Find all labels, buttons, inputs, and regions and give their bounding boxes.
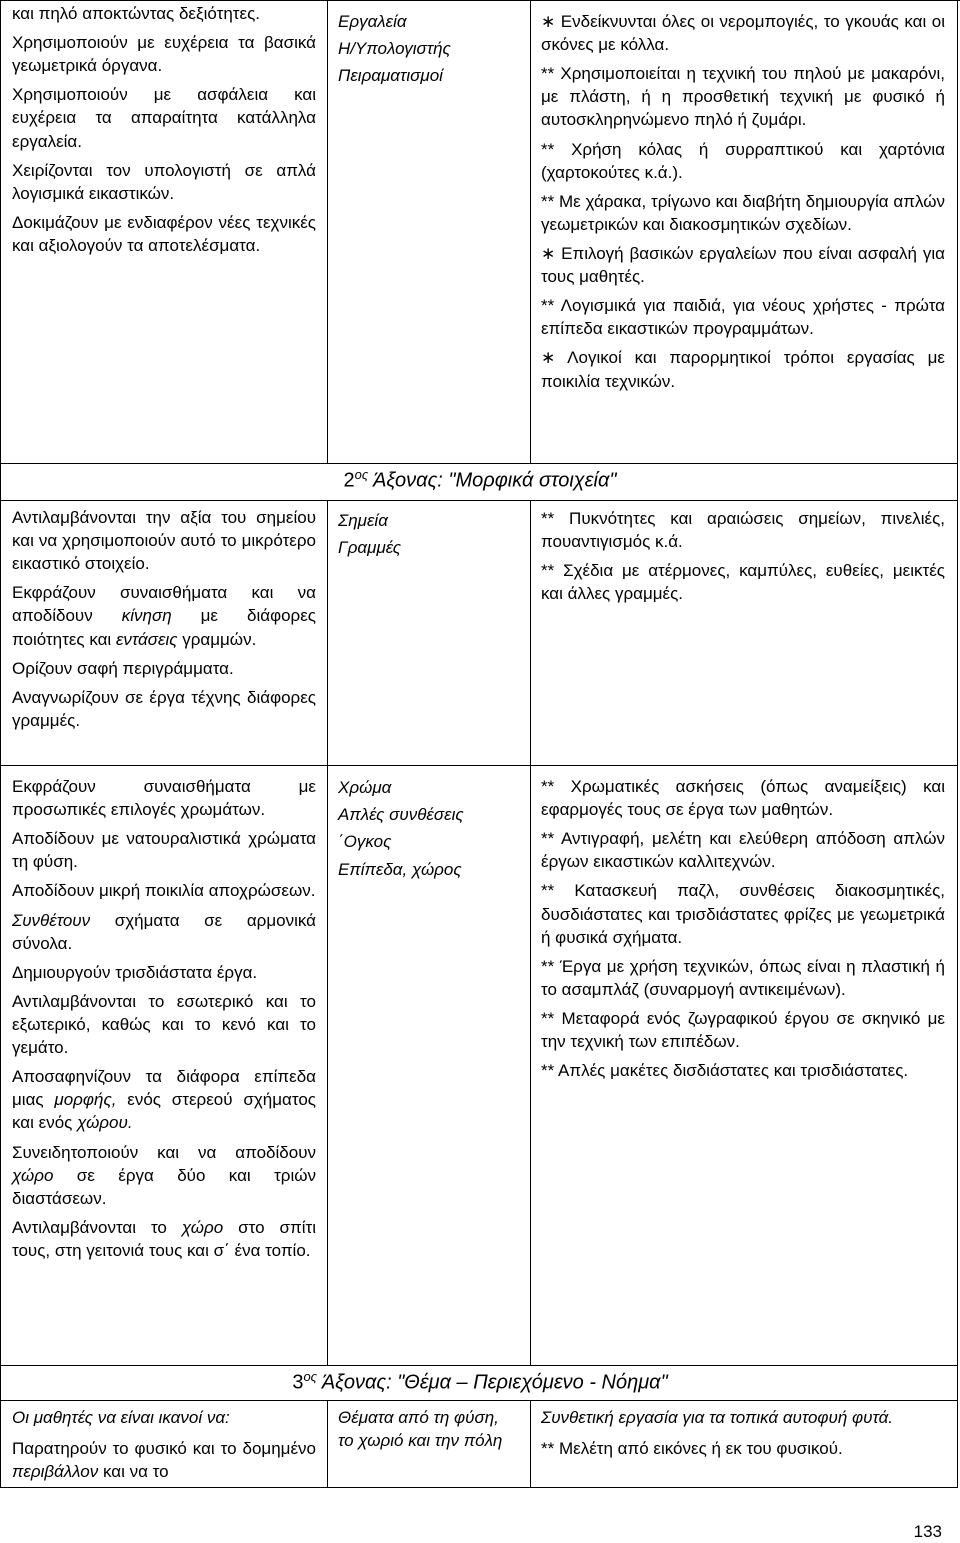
page-number: 133 — [913, 1522, 942, 1541]
activity-item: ** Μελέτη από εικόνες ή εκ του φυσικού. — [541, 1439, 843, 1459]
section1-activities — [541, 10, 945, 399]
objective-item: Αποδίδουν με νατουραλιστικά χρώματα τη φύση. — [12, 829, 316, 872]
activity-item: ** Κατασκευή παζλ, συνθέσεις διακοσμητικές, δυσδιάστατες και τρισδιάστατες φρίζες με γεωμετρικά ή φυσικά σχήματα. — [541, 881, 945, 947]
section4-topics — [338, 1406, 518, 1452]
section2-objectives — [12, 506, 316, 738]
col-divider-1 — [327, 500, 328, 1365]
section3-activities — [541, 775, 945, 1088]
objective-item: Αντιλαμβάνονται την αξία του σημείου και να χρησιμοποιούν αυτό το μικρότερο εικαστικό στοιχείο. — [12, 508, 316, 574]
objective-item: Αντιλαμβάνονται το εσωτερικό και το εξωτερικό, καθώς και το κενό και το γεμάτο. — [12, 991, 316, 1058]
activity-item: ** Αντιγραφή, μελέτη και ελεύθερη απόδοση απλών έργων εικαστικών καλλιτεχνών. — [541, 829, 945, 872]
activities-heading: Συνθετική εργασία για τα τοπικά αυτοφυή φυτά. — [541, 1408, 894, 1427]
axis2-row-top — [0, 463, 958, 464]
objective-item: Αποδίδουν μικρή ποικιλία αποχρώσεων. — [12, 881, 316, 901]
objective-item: Χρησιμοποιούν με ευχέρεια τα βασικά γεωμετρικά όργανα. — [12, 33, 316, 76]
axis2-row-bottom — [0, 500, 958, 501]
col-divider-2 — [530, 0, 531, 463]
section4-objectives — [12, 1406, 316, 1489]
activity-item: ** Χρωματικές ασκήσεις (όπως αναμείξεις) και εφαρμογές τους σε έργα των μαθητών. — [541, 777, 945, 820]
activity-item: ** Απλές μακέτες δισδιάστατες και τρισδιάστατες. — [541, 1061, 909, 1081]
section2-topics — [338, 507, 523, 561]
topic-item: Απλές συνθέσεις — [338, 805, 464, 825]
axis3-heading: $3^{o\varsigma}$ Άξονας: "Θέμα – Περιεχόμενο - Νόημα" — [292, 1369, 668, 1394]
section1-objectives — [12, 2, 316, 263]
section3-topics — [338, 774, 523, 883]
topic-item: ΄Ογκος — [338, 832, 392, 852]
col-divider-1 — [327, 0, 328, 463]
topic-item: Η/Υπολογιστής — [338, 39, 451, 59]
topic-item: Γραμμές — [338, 538, 402, 558]
section2-activities — [541, 507, 945, 611]
objective-item: Αναγνωρίζουν σε έργα τέχνης διάφορες γραμμές. — [12, 687, 316, 730]
activity-item: ∗ Ενδείκνυνται όλες οι νερομπογιές, το γκουάς και οι σκόνες με κόλλα. — [541, 12, 945, 55]
axis3-row-bottom — [0, 1400, 958, 1401]
objective-item: Συνειδητοποιούν και να αποδίδουν χώρο σε έργα δύο και τριών διαστάσεων. — [12, 1142, 316, 1208]
objective-item: Αντιλαμβάνονται το χώρο στο σπίτι τους, στη γειτονιά τους και σ΄ ένα τοπίο. — [12, 1217, 316, 1260]
objective-item: Χειρίζονται τον υπολογιστή σε απλά λογισμικά εικαστικών. — [12, 160, 316, 203]
section4-activities — [541, 1406, 945, 1466]
topic-item: Πειραματισμοί — [338, 66, 443, 86]
activity-item: ** Χρήση κόλας ή συρραπτικού και χαρτόνια (χαρτοκούτες κ.ά.). — [541, 139, 945, 182]
objective-item: Δοκιμάζουν με ενδιαφέρον νέες τεχνικές και αξιολογούν τα αποτελέσματα. — [12, 212, 316, 255]
activity-item: ∗ Λογικοί και παρορμητικοί τρόποι εργασίας με ποικιλία τεχνικών. — [541, 348, 945, 391]
objective-item: Αποσαφηνίζουν τα διάφορα επίπεδα μιας μορφής, ενός στερεού σχήματος και ενός χώρου. — [12, 1067, 316, 1133]
activity-item: ∗ Επιλογή βασικών εργαλείων που είναι ασφαλή για τους μαθητές. — [541, 243, 945, 287]
topic-item: Εργαλεία — [338, 12, 407, 31]
topic-item: Χρώμα — [338, 778, 392, 797]
section3-objectives — [12, 775, 316, 1268]
activity-item: ** Λογισμικά για παιδιά, για νέους χρήστες - πρώτα επίπεδα εικαστικών προγραμμάτων. — [541, 296, 945, 339]
objective-item: Εκφράζουν συναισθήματα και να αποδίδουν κίνηση με διάφορες ποιότητες και εντάσεις γραμμών. — [12, 583, 317, 649]
table-top-border — [0, 0, 960, 1]
objective-item: Χρησιμοποιούν με ασφάλεια και ευχέρεια τα απαραίτητα κατάλληλα εργαλεία. — [12, 85, 316, 151]
topic-item: Σημεία — [338, 511, 388, 530]
col-divider-2 — [530, 1400, 531, 1488]
activity-item: ** Έργα με χρήση τεχνικών, όπως είναι η πλαστική ή το ασαμπλάζ (συναρμογή αντικειμένων). — [541, 956, 945, 999]
activity-item: ** Με χάρακα, τρίγωνο και διαβήτη δημιουργία απλών γεωμετρικών και διακοσμητικών σχεδίων. — [541, 191, 945, 234]
axis3-row-top — [0, 1365, 958, 1366]
activity-item: ** Σχέδια με ατέρμονες, καμπύλες, ευθείες, μεικτές και άλλες γραμμές. — [541, 561, 945, 604]
section4-objectives-list — [12, 1437, 316, 1483]
section1-topics — [338, 8, 523, 90]
row-divider — [0, 765, 958, 766]
topic-item: Επίπεδα, χώρος — [338, 859, 462, 879]
col-divider-1 — [327, 1400, 328, 1488]
section4-activities-list — [541, 1437, 945, 1460]
objective-item: Εκφράζουν συναισθήματα με προσωπικές επιλογές χρωμάτων. — [12, 777, 316, 820]
objective-item: Ορίζουν σαφή περιγράμματα. — [12, 658, 234, 678]
objective-item: Συνθέτουν σχήματα σε αρμονικά σύνολα. — [12, 910, 316, 953]
activity-item: ** Μεταφορά ενός ζωγραφικού έργου σε σκηνικό με την τεχνική των επιπέδων. — [541, 1008, 945, 1052]
col-divider-2 — [530, 500, 531, 1365]
objective-item: Παρατηρούν το φυσικό και το δομημένο περιβάλλον και να το — [12, 1439, 316, 1482]
objective-item: και πηλό αποκτώντας δεξιότητες. — [12, 4, 260, 23]
table-left-border — [0, 0, 1, 1488]
objectives-heading: Οι μαθητές να είναι ικανοί να: — [12, 1408, 230, 1427]
axis2-heading: $2^{o\varsigma}$ Άξονας: "Μορφικά στοιχεία" — [343, 467, 617, 492]
activity-item: ** Χρησιμοποιείται η τεχνική του πηλού με μακαρόνι, με πλάστη, ή η προσθετική τεχνική με φυσικό ή αυτοσκληρηνώμενο πηλό ή ζυμάρι. — [541, 64, 945, 130]
topic-item: Θέματα από τη φύση, το χωριό και την πόλη — [338, 1408, 503, 1451]
table-right-border — [957, 0, 958, 1488]
activity-item: ** Πυκνότητες και αραιώσεις σημείων, πινελιές, πουαντιγισμός κ.ά. — [541, 509, 945, 552]
objective-item: Δημιουργούν τρισδιάστατα έργα. — [12, 962, 258, 982]
